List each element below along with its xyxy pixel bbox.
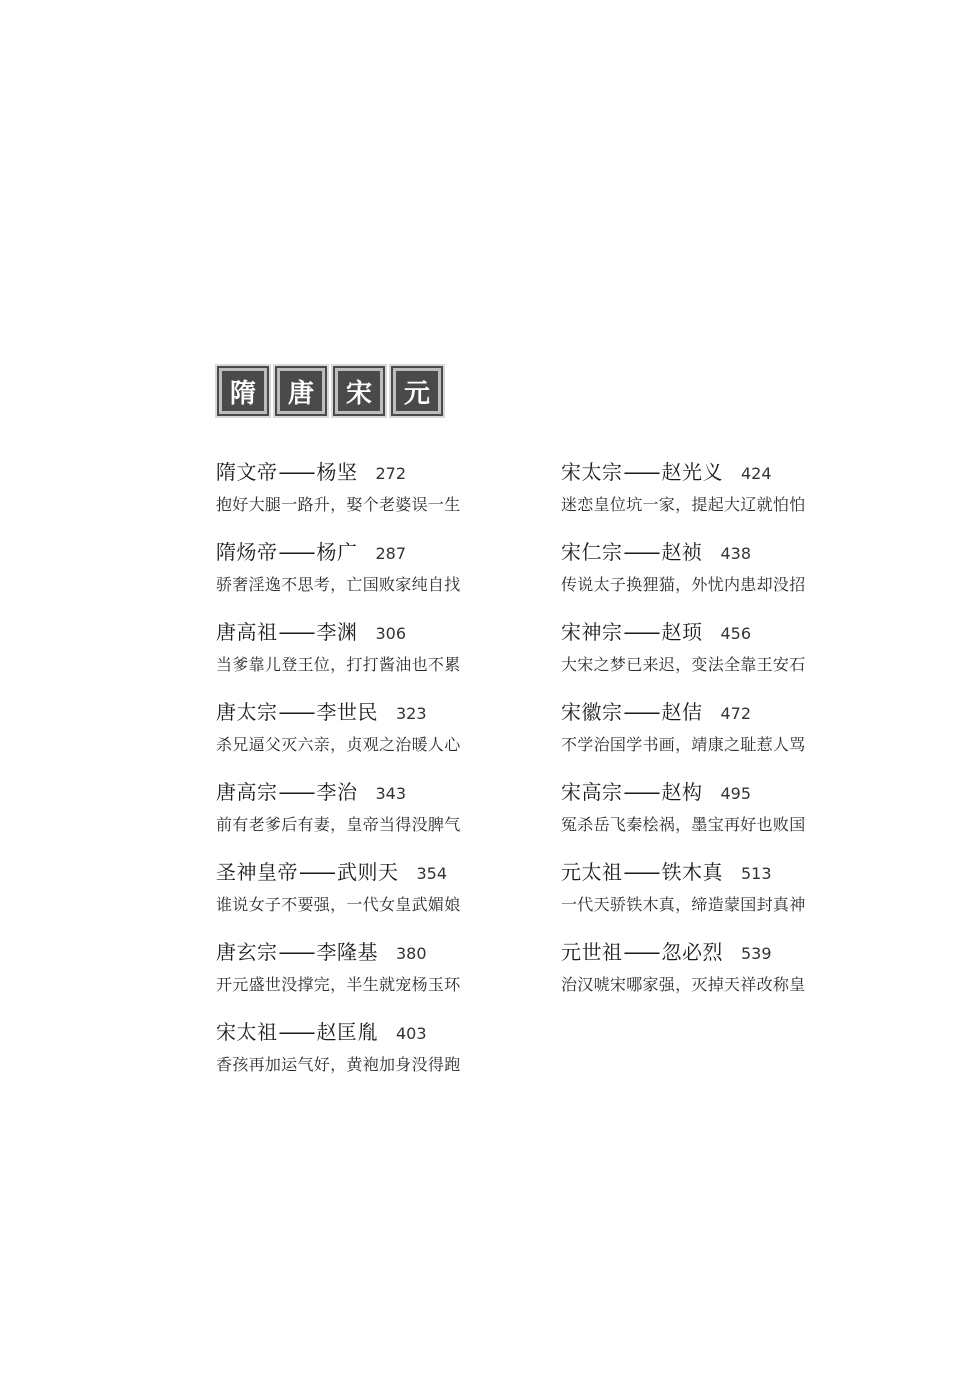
emperor-name: 唐高宗 — [216, 780, 278, 804]
toc-entry-title — [561, 536, 861, 570]
emperor-name: 宋神宗 — [561, 620, 623, 644]
toc-entry-title — [561, 456, 861, 490]
toc-entry[interactable] — [216, 616, 516, 696]
person-name: 武则天 — [337, 860, 399, 884]
page-number: 306 — [375, 624, 407, 643]
toc-entry-title — [216, 936, 516, 970]
person-name: 铁木真 — [661, 860, 723, 884]
toc-entry-subtitle: 香孩再加运气好，黄袍加身没得跑 — [216, 1055, 461, 1074]
toc-entry[interactable] — [216, 536, 516, 616]
page-number: 403 — [396, 1024, 427, 1043]
title-dash: —— — [623, 540, 658, 564]
toc-entry[interactable] — [216, 856, 516, 936]
toc-entry-subtitle: 治汉唬宋哪家强，灭掉天祥改称皇 — [561, 975, 806, 994]
toc-entry-subtitle: 冤杀岳飞秦桧祸，墨宝再好也败国 — [561, 815, 806, 834]
title-dash: —— — [278, 1020, 313, 1044]
emperor-name: 宋太祖 — [216, 1020, 278, 1044]
toc-entry-subtitle: 谁说女子不要强，一代女皇武媚娘 — [216, 895, 461, 914]
person-name: 赵佶 — [661, 700, 703, 724]
toc-entry[interactable] — [216, 456, 516, 536]
emperor-name: 宋高宗 — [561, 780, 623, 804]
page-number: 343 — [375, 784, 407, 803]
person-name: 李隆基 — [316, 940, 378, 964]
section-char-tang: 唐 — [277, 368, 325, 414]
toc-entry-subtitle: 当爹靠儿登王位，打打酱油也不累 — [216, 655, 461, 674]
emperor-name: 元世祖 — [561, 940, 623, 964]
page-number: 495 — [720, 784, 752, 803]
toc-entry-title — [216, 856, 516, 890]
person-name: 杨广 — [316, 540, 358, 564]
toc-entry[interactable] — [561, 776, 861, 856]
emperor-name: 唐高祖 — [216, 620, 278, 644]
toc-entry[interactable] — [561, 456, 861, 536]
person-name: 李渊 — [316, 620, 358, 644]
page-number: 323 — [396, 704, 427, 723]
title-dash: —— — [299, 860, 333, 884]
section-char-sui: 隋 — [219, 368, 267, 414]
person-name: 赵匡胤 — [316, 1020, 378, 1044]
page-number: 287 — [375, 544, 407, 563]
page-number: 380 — [396, 944, 427, 963]
toc-entry[interactable] — [216, 1016, 516, 1096]
toc-entry-subtitle: 迷恋皇位坑一家，提起大辽就怕怕 — [561, 495, 806, 514]
title-dash: —— — [278, 700, 313, 724]
section-char-song: 宋 — [335, 368, 383, 414]
emperor-name: 宋徽宗 — [561, 700, 623, 724]
toc-entry-subtitle: 前有老爹后有妻，皇帝当得没脾气 — [216, 815, 461, 834]
toc-entry[interactable] — [561, 856, 861, 936]
title-dash: —— — [623, 860, 658, 884]
toc-right-column — [561, 456, 861, 1016]
toc-entry-subtitle: 骄奢淫逸不思考，亡国败家纯自找 — [216, 575, 461, 594]
toc-entry[interactable] — [561, 696, 861, 776]
toc-entry-subtitle: 抱好大腿一路升，娶个老婆误一生 — [216, 495, 461, 514]
toc-entry[interactable] — [561, 536, 861, 616]
toc-entry-subtitle: 开元盛世没撑完，半生就宠杨玉环 — [216, 975, 461, 994]
page-number: 513 — [741, 864, 772, 883]
title-dash: —— — [278, 540, 313, 564]
title-dash: —— — [623, 940, 658, 964]
page-number: 539 — [741, 944, 772, 963]
toc-entry-title — [216, 696, 516, 730]
person-name: 李治 — [316, 780, 358, 804]
toc-entry-title — [216, 1016, 516, 1050]
person-name: 忽必烈 — [661, 940, 723, 964]
emperor-name: 宋仁宗 — [561, 540, 623, 564]
title-dash: —— — [278, 780, 313, 804]
emperor-name: 元太祖 — [561, 860, 623, 884]
emperor-name: 唐太宗 — [216, 700, 278, 724]
page-number: 424 — [741, 464, 772, 483]
toc-left-column — [216, 456, 516, 1096]
toc-entry[interactable] — [216, 696, 516, 776]
toc-entry-subtitle: 杀兄逼父灭六亲，贞观之治暖人心 — [216, 735, 461, 754]
toc-entry-subtitle: 大宋之梦已来迟，变法全靠王安石 — [561, 655, 806, 674]
toc-entry-title — [561, 696, 861, 730]
emperor-name: 圣神皇帝 — [216, 860, 298, 884]
section-title-stamps — [216, 364, 444, 418]
page-number: 456 — [720, 624, 752, 643]
title-dash: —— — [623, 700, 658, 724]
toc-entry-title — [561, 776, 861, 810]
toc-entry[interactable] — [216, 776, 516, 856]
page-number: 472 — [720, 704, 752, 723]
toc-entry-title — [561, 856, 861, 890]
toc-entry-title — [216, 776, 516, 810]
emperor-name: 宋太宗 — [561, 460, 623, 484]
emperor-name: 隋文帝 — [216, 460, 278, 484]
person-name: 赵顼 — [661, 620, 703, 644]
toc-entry-subtitle: 不学治国学书画，靖康之耻惹人骂 — [561, 735, 806, 754]
toc-entry-subtitle: 传说太子换狸猫，外忧内患却没招 — [561, 575, 806, 594]
toc-entry[interactable] — [561, 616, 861, 696]
person-name: 杨坚 — [316, 460, 358, 484]
person-name: 赵光义 — [661, 460, 723, 484]
person-name: 赵祯 — [661, 540, 703, 564]
section-char-yuan: 元 — [393, 368, 441, 414]
toc-entry[interactable] — [561, 936, 861, 1016]
title-dash: —— — [623, 620, 658, 644]
title-dash: —— — [278, 620, 313, 644]
person-name: 赵构 — [661, 780, 703, 804]
title-dash: —— — [278, 460, 313, 484]
page-number: 438 — [720, 544, 752, 563]
toc-entry-title — [216, 616, 516, 650]
toc-entry-title — [561, 936, 861, 970]
page-number: 354 — [416, 864, 448, 883]
toc-entry-title — [216, 536, 516, 570]
title-dash: —— — [278, 940, 313, 964]
toc-entry-title — [561, 616, 861, 650]
title-dash: —— — [623, 460, 658, 484]
toc-entry-subtitle: 一代天骄铁木真，缔造蒙国封真神 — [561, 895, 806, 914]
toc-entry[interactable] — [216, 936, 516, 1016]
toc-entry-title — [216, 456, 516, 490]
emperor-name: 隋炀帝 — [216, 540, 278, 564]
person-name: 李世民 — [316, 700, 378, 724]
emperor-name: 唐玄宗 — [216, 940, 278, 964]
title-dash: —— — [623, 780, 658, 804]
page-number: 272 — [375, 464, 407, 483]
